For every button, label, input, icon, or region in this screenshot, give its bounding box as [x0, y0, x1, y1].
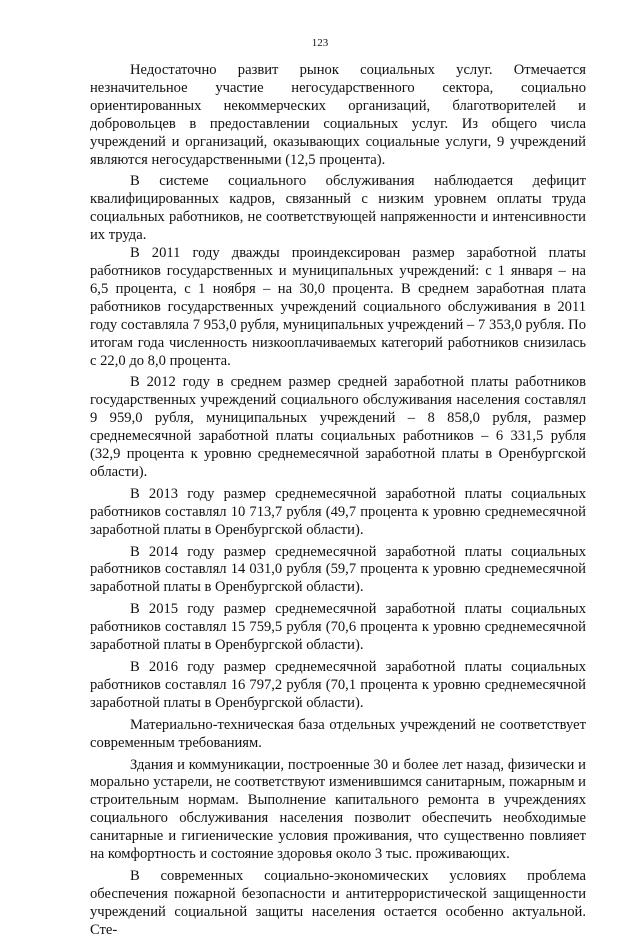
page-number: 123: [311, 37, 329, 49]
paragraph-fire-safety: В современных социально-экономических условиях проблема обеспечения пожарной безопасности и антитеррористической защищенности учреждений социальной защиты населения остается особенно актуальной. Сте-: [90, 867, 586, 938]
paragraph-2012-salaries: В 2012 году в среднем размер средней заработной платы работников государственных учреждений социального обслуживания населения составлял 9 959,0 рубля, муниципальных учреждений – 8 858,0 рубля, размер среднемесячной заработной платы социальных работников – 6 331,5 рубля (32,9 процента к уровню среднемесячной заработной платы в Оренбургской области).: [90, 374, 586, 480]
paragraph-material-base: Материально-техническая база отдельных учреждений не соответствует современным требованиям.: [90, 716, 586, 751]
paragraph-2013-salaries: В 2013 году размер среднемесячной заработной платы социальных работников составлял 10 713,7 рубля (49,7 процента к уровню среднемесячной заработной платы в Оренбургской области).: [90, 485, 586, 538]
paragraph-buildings: Здания и коммуникации, построенные 30 и более лет назад, физически и морально устарели, не соответствуют изменившимся санитарным, пожарным и строительным нормам. Выполнение капитального ремонта в учреждениях социального обслуживания населения позволит обеспечить необходимые санитарные и гигиенические условия проживания, что существенно повлияет на комфортность и состояние здоровья около 3 тыс. проживающих.: [90, 756, 586, 863]
paragraph-2014-salaries: В 2014 году размер среднемесячной заработной платы социальных работников составлял 14 031,0 рубля (59,7 процента к уровню среднемесячной заработной платы в Оренбургской области).: [90, 543, 586, 596]
paragraph-2011-salaries: В 2011 году дважды проиндексирован размер заработной платы работников государственных и муниципальных учреждений: с 1 января – на 6,5 процента, с 1 ноября – на 30,0 процента. В среднем заработная плата работников государственных учреждений социального обслуживания в 2011 году составляла 7 953,0 рубля, муниципальных учреждений – 7 353,0 рубля. По итогам года численность низкооплачиваемых категорий работников снизилась с 22,0 до 8,0 процента.: [90, 245, 586, 369]
paragraph-social-services-market: Недостаточно развит рынок социальных услуг. Отмечается незначительное участие негосударственного сектора, социально ориентированных некоммерческих организаций, благотворителей и добровольцев в предоставлении социальных услуг. Из общего числа учреждений и организаций, оказывающих социальные услуги, 9 учреждений являются негосударственными (12,5 процента).: [90, 62, 586, 168]
document-body: [90, 62, 586, 940]
paragraph-2016-salaries: В 2016 году размер среднемесячной заработной платы социальных работников составлял 16 797,2 рубля (70,1 процента к уровню среднемесячной заработной платы в Оренбургской области).: [90, 659, 586, 711]
paragraph-staff-shortage: В системе социального обслуживания наблюдается дефицит квалифицированных кадров, связанный с низким уровнем оплаты труда социальных работников, не соответствующей напряженности и интенсивности их труда.: [90, 173, 586, 244]
paragraph-2015-salaries: В 2015 году размер среднемесячной заработной платы социальных работников составлял 15 759,5 рубля (70,6 процента к уровню среднемесячной заработной платы в Оренбургской области).: [90, 601, 586, 654]
